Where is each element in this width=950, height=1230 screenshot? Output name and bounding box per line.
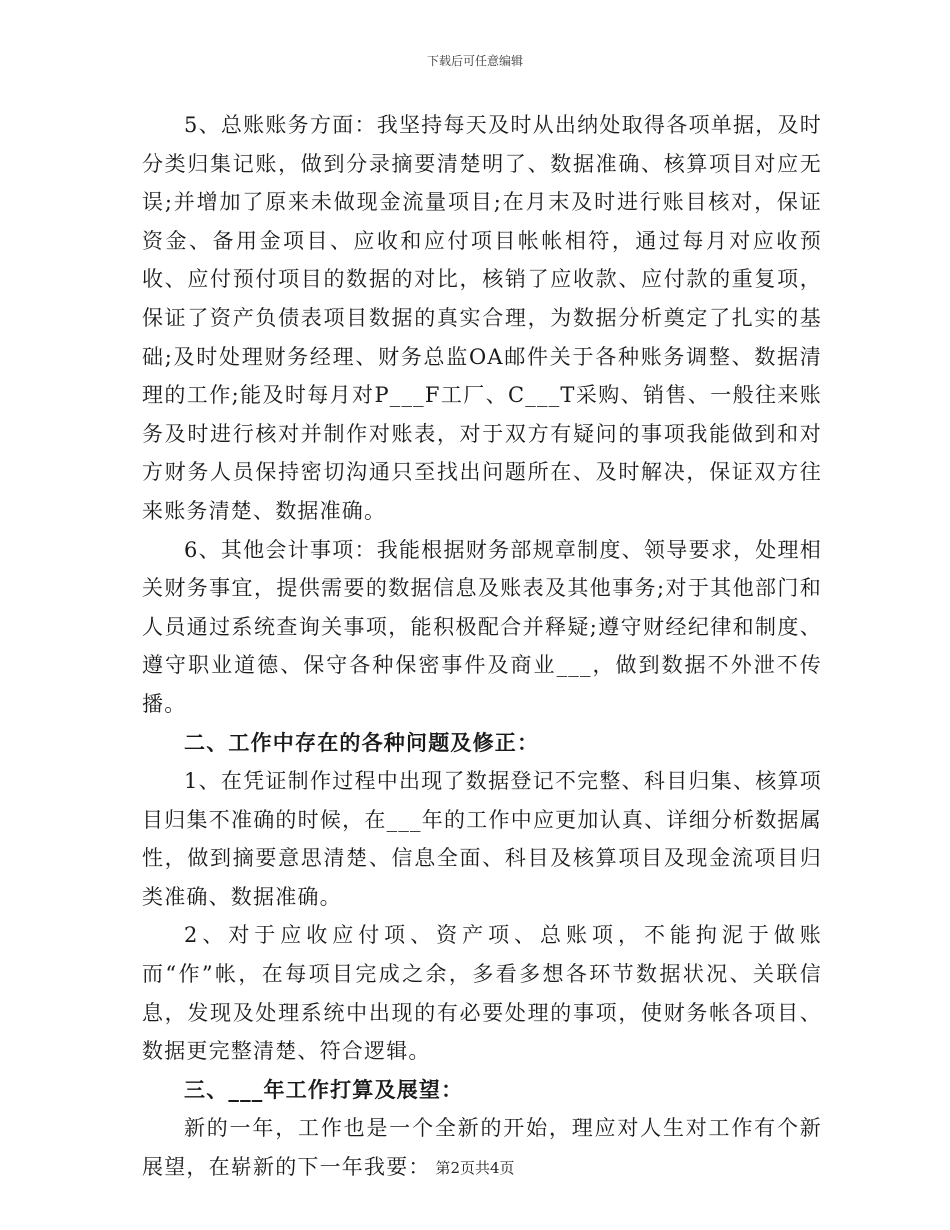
page-number: 第2页共4页 [435, 1159, 515, 1177]
header-note: 下载后可任意编辑 [426, 54, 523, 68]
paragraph-problem-item-1: 1、在凭证制作过程中出现了数据登记不完整、科目归集、核算项目归集不准确的时候，在___年的工作中应更加认真、详细分析数据属性，做到摘要意思清楚、信息全面、科目及核算项目及现金流项目归类准确、数据准确。 [142, 769, 822, 909]
document-body [142, 106, 822, 1187]
paragraph-problem-item-2: 2、对于应收应付项、资产项、总账项，不能拘泥于做账而“作”帐，在每项目完成之余，多看多想各环节数据状况、关联信息，发现及处理系统中出现的有必要处理的事项，使财务帐各项目、数据更完整清楚、符合逻辑。 [142, 923, 822, 1064]
paragraph-general-ledger: 5、总账账务方面：我坚持每天及时从出纳处取得各项单据，及时分类归集记账，做到分录摘要清楚明了、数据准确、核算项目对应无误;并增加了原来未做现金流量项目;在月末及时进行账目核对，保证资金、备用金项目、应收和应付项目帐帐相符，通过每月对应收预收、应付预付项目的数据的对比，核销了应收款、应付款的重复项，保证了资产负债表项目数据的真实合理，为数据分析奠定了扎实的基础;及时处理财务经理、财务总监OA邮件关于各种账务调整、数据清理的工作;能及时每月对P___F工厂、C___T采购、销售、一般往来账务及时进行核对并制作对账表，对于双方有疑问的事项我能做到和对方财务人员保持密切沟通只至找出问题所在、及时解决，保证双方往来账务清楚、数据准确。 [142, 113, 822, 523]
section-heading-plans: 三、___年工作打算及展望： [184, 1076, 464, 1102]
paragraph-closing: 新的一年，工作也是一个全新的开始，理应对人生对工作有个新展望，在崭新的下一年我要： [142, 1116, 822, 1180]
paragraph-other-accounting: 6、其他会计事项：我能根据财务部规章制度、领导要求，处理相关财务事宜，提供需要的数据信息及账表及其他事务;对于其他部门和人员通过系统查询关事项，能积极配合并释疑;遵守财经纪律和制度、遵守职业道德、保守各种保密事件及商业___，做到数据不外泄不传播。 [142, 537, 822, 716]
section-heading-problems: 二、工作中存在的各种问题及修正： [184, 729, 540, 755]
